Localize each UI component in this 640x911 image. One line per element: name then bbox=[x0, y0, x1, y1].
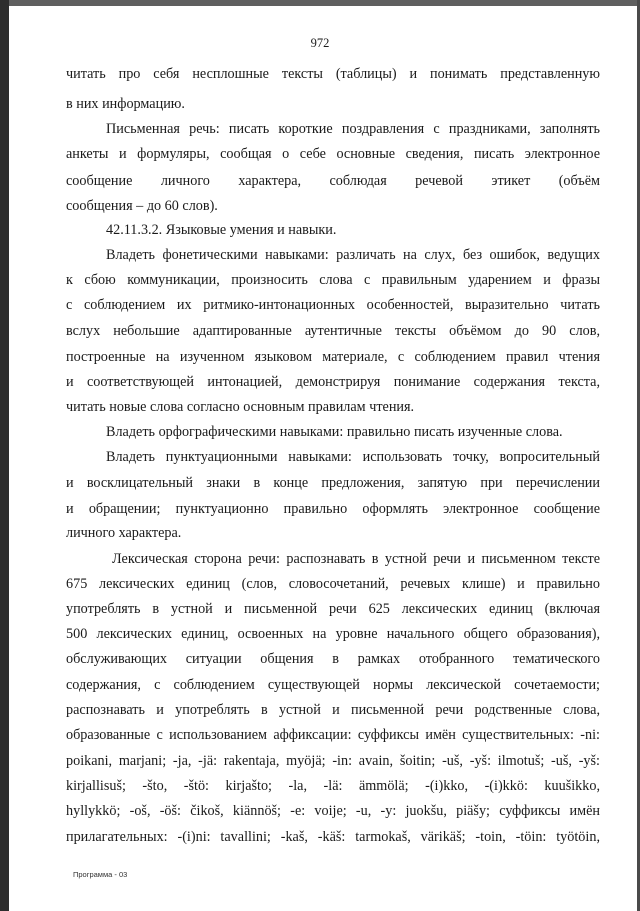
text-line: обслуживающих ситуации общения в рамках отобранного тематического bbox=[66, 651, 600, 667]
text-line: Лексическая сторона речи: распознавать в устной речи и письменном тексте bbox=[112, 551, 600, 567]
text-line: kirjallisuš; -što, -štö: kirjašto; -la, -lä: ämmölä; -(i)kko, -(i)kkö: kuušikko, bbox=[66, 778, 600, 794]
text-line: hyllykkö; -oš, -öš: čikoš, kiännöš; -e: voije; -u, -y: juokšu, piäšy; суффиксы имён bbox=[66, 803, 600, 819]
text-line: к сбою коммуникации, произносить слова с правильным ударением и фразы bbox=[66, 272, 600, 288]
text-line: и обращении; пунктуационно правильно оформлять электронное сообщение bbox=[66, 501, 600, 517]
text-line: Владеть орфографическими навыками: правильно писать изученные слова. bbox=[106, 424, 563, 440]
text-line: сообщение личного характера, соблюдая речевой этикет (объём bbox=[66, 173, 600, 189]
text-line: 500 лексических единиц, освоенных на уровне начального общего образования), bbox=[66, 626, 600, 642]
text-line: 675 лексических единиц (слов, словосочетаний, речевых клише) и правильно bbox=[66, 576, 600, 592]
text-line: распознавать и употреблять в устной и письменной речи родственные слова, bbox=[66, 702, 600, 718]
text-line: прилагательных: -(i)ni: tavallini; -kaš, -käš: tarmokaš, värikäš; -toin, -töin: työtöin, bbox=[66, 829, 600, 845]
text-line: личного характера. bbox=[66, 525, 182, 541]
text-line: Владеть фонетическими навыками: различать на слух, без ошибок, ведущих bbox=[106, 247, 600, 263]
text-line: poikani, marjani; -ja, -jä: rakentaja, myöjä; -in: avain, šoitin; -uš, -yš: ilmotuš; -uš, -yš: bbox=[66, 753, 600, 769]
text-line: и восклицательный знаки в конце предложения, запятую при перечислении bbox=[66, 475, 600, 491]
page-footer: Программа - 03 bbox=[73, 870, 128, 879]
scan-edge-top bbox=[0, 0, 640, 6]
text-line: Письменная речь: писать короткие поздравления с праздниками, заполнять bbox=[106, 121, 600, 137]
text-line: с соблюдением их ритмико-интонационных особенностей, выразительно читать bbox=[66, 297, 600, 313]
text-line: анкеты и формуляры, сообщая о себе основные сведения, писать электронное bbox=[66, 146, 600, 162]
text-line: образованные с использованием аффиксации: суффиксы имён существительных: -ni: bbox=[66, 727, 600, 743]
text-line: в них информацию. bbox=[66, 96, 185, 112]
text-line: вслух небольшие адаптированные аутентичные тексты объёмом до 90 слов, bbox=[66, 323, 600, 339]
page-number: 972 bbox=[310, 36, 330, 50]
section-heading: 42.11.3.2. Языковые умения и навыки. bbox=[106, 222, 337, 238]
text-line: и соответствующей интонацией, демонстрируя понимание содержания текста, bbox=[66, 374, 600, 390]
text-line: построенные на изученном языковом материале, с соблюдением правил чтения bbox=[66, 349, 600, 365]
text-line: читать про себя несплошные тексты (таблицы) и понимать представленную bbox=[66, 66, 600, 82]
scan-edge-left bbox=[0, 0, 9, 911]
text-line: Владеть пунктуационными навыками: использовать точку, вопросительный bbox=[106, 449, 600, 465]
text-line: читать новые слова согласно основным правилам чтения. bbox=[66, 399, 415, 415]
text-line: сообщения – до 60 слов). bbox=[66, 198, 218, 214]
text-line: содержания, с соблюдением существующей нормы лексической сочетаемости; bbox=[66, 677, 600, 693]
text-line: употреблять в устной и письменной речи 625 лексических единиц (включая bbox=[66, 601, 600, 617]
